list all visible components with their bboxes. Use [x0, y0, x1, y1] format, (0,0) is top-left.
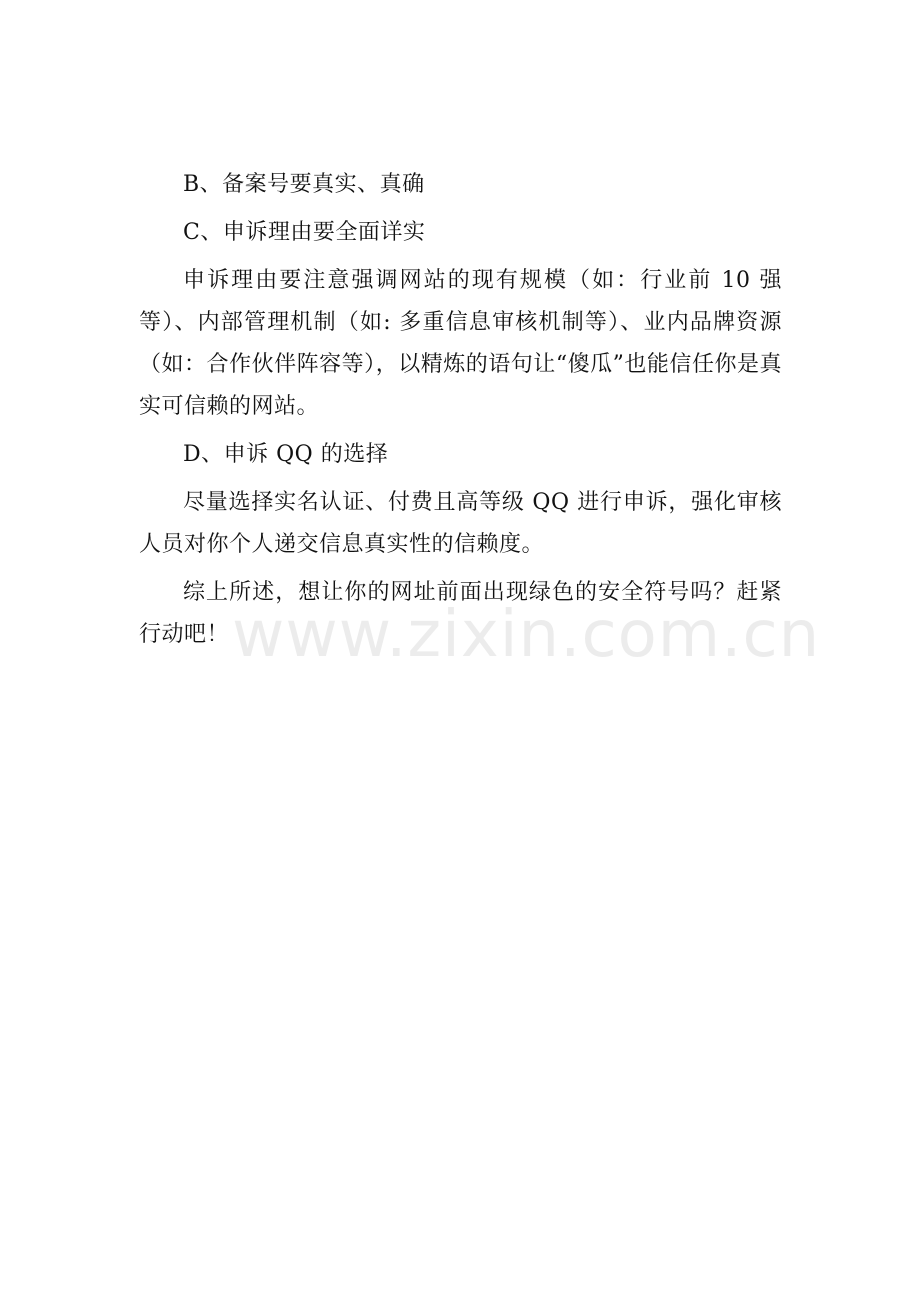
- paragraph-appeal-reason: 申诉理由要注意强调网站的现有规模（如：行业前 10 强等）、内部管理机制（如: 多重信息审核机制等）、业内品牌资源（如：合作伙伴阵容等），以精炼的语句让“傻瓜”也能信任你是真实可信赖的网站。: [139, 268, 782, 419]
- watermark: www.zixin.com.cn: [232, 598, 821, 672]
- paragraph-qq-choice: 尽量选择实名认证、付费且高等级 QQ 进行申诉，强化审核人员对你个人递交信息真实性的信赖度。: [139, 490, 782, 557]
- paragraph-summary: 综上所述，想让你的网址前面出现绿色的安全符号吗？赶紧行动吧！: [139, 580, 782, 647]
- section-heading-b: B、备案号要真实、真确: [183, 172, 425, 197]
- document-body: [139, 164, 782, 662]
- section-heading-c: C、申诉理由要全面详实: [183, 220, 426, 245]
- section-heading-d: D、申诉 QQ 的选择: [183, 442, 389, 467]
